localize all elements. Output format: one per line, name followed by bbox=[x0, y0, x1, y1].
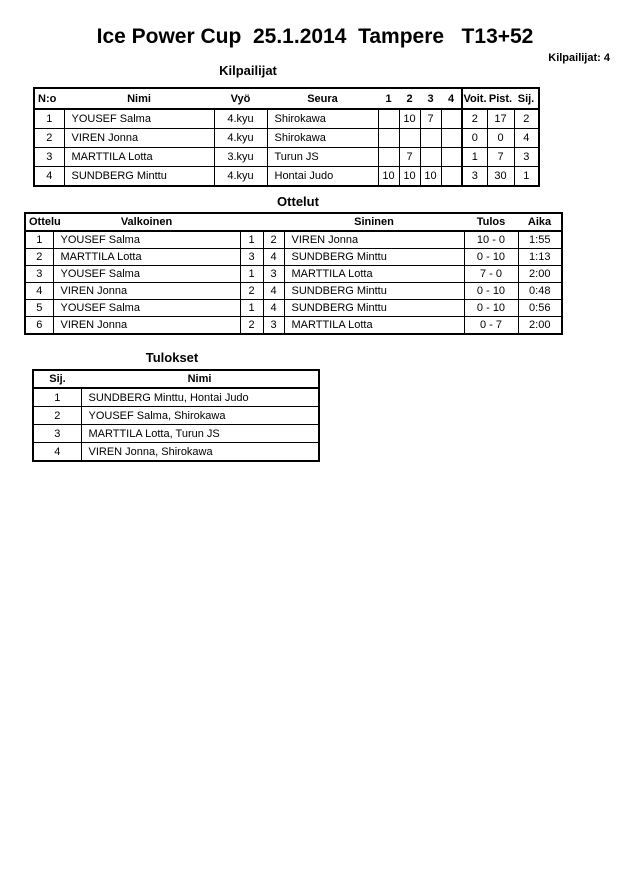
cell-white-name: VIREN Jonna bbox=[53, 283, 240, 300]
cell-blue-name: VIREN Jonna bbox=[284, 231, 464, 249]
cell-club: Shirokawa bbox=[267, 109, 378, 129]
cell-belt: 4.kyu bbox=[214, 109, 267, 129]
match-row bbox=[25, 266, 562, 283]
cell-rank: 2 bbox=[33, 407, 81, 425]
cell-blue-name: SUNDBERG Minttu bbox=[284, 300, 464, 317]
matches-heading: Ottelut bbox=[277, 194, 319, 209]
cell-wins: 2 bbox=[462, 109, 487, 129]
cell-white-name: YOUSEF Salma bbox=[53, 231, 240, 249]
cell-white-name: MARTTILA Lotta bbox=[53, 249, 240, 266]
cell-name: YOUSEF Salma, Shirokawa bbox=[81, 407, 319, 425]
competitor-row bbox=[34, 109, 539, 129]
cell-points: 7 bbox=[487, 148, 514, 167]
cell-result: 0 - 7 bbox=[464, 317, 518, 335]
cell-rank: 2 bbox=[514, 109, 539, 129]
col-header-white-no bbox=[240, 213, 263, 231]
col-header-name: Nimi bbox=[81, 370, 319, 388]
competitor-row bbox=[34, 148, 539, 167]
match-row bbox=[25, 317, 562, 335]
cell-time: 2:00 bbox=[518, 266, 562, 283]
matches-header-row bbox=[25, 213, 562, 231]
cell-r4 bbox=[441, 109, 462, 129]
results-heading: Tulokset bbox=[145, 350, 199, 365]
cell-name: MARTTILA Lotta bbox=[64, 148, 214, 167]
result-row bbox=[33, 443, 319, 462]
cell-r4 bbox=[441, 167, 462, 187]
col-header-r2: 2 bbox=[399, 88, 420, 109]
cell-result: 0 - 10 bbox=[464, 283, 518, 300]
result-row bbox=[33, 425, 319, 443]
cell-time: 2:00 bbox=[518, 317, 562, 335]
col-header-r1: 1 bbox=[378, 88, 399, 109]
cell-match-no: 4 bbox=[25, 283, 53, 300]
col-header-time: Aika bbox=[518, 213, 562, 231]
cell-belt: 3.kyu bbox=[214, 148, 267, 167]
cell-r2 bbox=[399, 129, 420, 148]
cell-white-name: YOUSEF Salma bbox=[53, 266, 240, 283]
cell-blue-name: SUNDBERG Minttu bbox=[284, 283, 464, 300]
col-header-belt: Vyö bbox=[214, 88, 267, 109]
cell-no: 3 bbox=[34, 148, 64, 167]
cell-match-no: 5 bbox=[25, 300, 53, 317]
result-row bbox=[33, 388, 319, 407]
cell-no: 1 bbox=[34, 109, 64, 129]
cell-rank: 3 bbox=[33, 425, 81, 443]
col-header-club: Seura bbox=[267, 88, 378, 109]
cell-wins: 1 bbox=[462, 148, 487, 167]
cell-r3: 10 bbox=[420, 167, 441, 187]
col-header-no: N:o bbox=[34, 88, 64, 109]
cell-r2: 10 bbox=[399, 109, 420, 129]
cell-result: 0 - 10 bbox=[464, 300, 518, 317]
cell-no: 2 bbox=[34, 129, 64, 148]
cell-r1 bbox=[378, 109, 399, 129]
match-row bbox=[25, 283, 562, 300]
match-row bbox=[25, 231, 562, 249]
col-header-rank: Sij. bbox=[33, 370, 81, 388]
cell-name: SUNDBERG Minttu, Hontai Judo bbox=[81, 388, 319, 407]
cell-r1: 10 bbox=[378, 167, 399, 187]
cell-rank: 3 bbox=[514, 148, 539, 167]
cell-white-no: 3 bbox=[240, 249, 263, 266]
match-row bbox=[25, 300, 562, 317]
cell-blue-name: MARTTILA Lotta bbox=[284, 266, 464, 283]
cell-white-no: 2 bbox=[240, 283, 263, 300]
cell-match-no: 6 bbox=[25, 317, 53, 335]
matches-table bbox=[24, 212, 563, 335]
cell-white-no: 2 bbox=[240, 317, 263, 335]
col-header-blue-no bbox=[263, 213, 284, 231]
cell-rank: 1 bbox=[514, 167, 539, 187]
cell-time: 1:55 bbox=[518, 231, 562, 249]
cell-result: 0 - 10 bbox=[464, 249, 518, 266]
cell-white-name: VIREN Jonna bbox=[53, 317, 240, 335]
cell-club: Turun JS bbox=[267, 148, 378, 167]
competitors-heading: Kilpailijat bbox=[219, 63, 277, 78]
competitors-header-row bbox=[34, 88, 539, 109]
cell-blue-no: 3 bbox=[263, 317, 284, 335]
competitor-count: Kilpailijat: 4 bbox=[548, 52, 610, 64]
cell-r3: 7 bbox=[420, 109, 441, 129]
page-title: Ice Power Cup 25.1.2014 Tampere T13+52 bbox=[96, 25, 534, 48]
cell-rank: 4 bbox=[33, 443, 81, 462]
cell-r1 bbox=[378, 148, 399, 167]
col-header-rank: Sij. bbox=[514, 88, 539, 109]
cell-r4 bbox=[441, 148, 462, 167]
col-header-match: Ottelu bbox=[25, 213, 53, 231]
competitor-row bbox=[34, 167, 539, 187]
cell-name: MARTTILA Lotta, Turun JS bbox=[81, 425, 319, 443]
match-row bbox=[25, 249, 562, 266]
cell-time: 0:56 bbox=[518, 300, 562, 317]
cell-club: Shirokawa bbox=[267, 129, 378, 148]
cell-belt: 4.kyu bbox=[214, 167, 267, 187]
col-header-points: Pist. bbox=[487, 88, 514, 109]
cell-points: 0 bbox=[487, 129, 514, 148]
cell-rank: 1 bbox=[33, 388, 81, 407]
cell-white-name: YOUSEF Salma bbox=[53, 300, 240, 317]
cell-wins: 3 bbox=[462, 167, 487, 187]
cell-result: 10 - 0 bbox=[464, 231, 518, 249]
competitors-table bbox=[33, 87, 540, 187]
cell-blue-no: 4 bbox=[263, 300, 284, 317]
col-header-r3: 3 bbox=[420, 88, 441, 109]
col-header-name: Nimi bbox=[64, 88, 214, 109]
cell-r2: 7 bbox=[399, 148, 420, 167]
cell-blue-name: MARTTILA Lotta bbox=[284, 317, 464, 335]
cell-blue-no: 4 bbox=[263, 283, 284, 300]
cell-rank: 4 bbox=[514, 129, 539, 148]
competitor-row bbox=[34, 129, 539, 148]
cell-time: 0:48 bbox=[518, 283, 562, 300]
col-header-blue: Sininen bbox=[284, 213, 464, 231]
cell-name: VIREN Jonna, Shirokawa bbox=[81, 443, 319, 462]
cell-match-no: 1 bbox=[25, 231, 53, 249]
cell-club: Hontai Judo bbox=[267, 167, 378, 187]
cell-match-no: 2 bbox=[25, 249, 53, 266]
cell-white-no: 1 bbox=[240, 231, 263, 249]
results-header-row bbox=[33, 370, 319, 388]
cell-belt: 4.kyu bbox=[214, 129, 267, 148]
cell-points: 17 bbox=[487, 109, 514, 129]
cell-match-no: 3 bbox=[25, 266, 53, 283]
cell-name: VIREN Jonna bbox=[64, 129, 214, 148]
cell-r4 bbox=[441, 129, 462, 148]
cell-wins: 0 bbox=[462, 129, 487, 148]
col-header-r4: 4 bbox=[441, 88, 462, 109]
cell-blue-no: 2 bbox=[263, 231, 284, 249]
results-table bbox=[32, 369, 320, 462]
cell-white-no: 1 bbox=[240, 266, 263, 283]
cell-white-no: 1 bbox=[240, 300, 263, 317]
cell-time: 1:13 bbox=[518, 249, 562, 266]
cell-result: 7 - 0 bbox=[464, 266, 518, 283]
cell-no: 4 bbox=[34, 167, 64, 187]
cell-r2: 10 bbox=[399, 167, 420, 187]
cell-r1 bbox=[378, 129, 399, 148]
col-header-result: Tulos bbox=[464, 213, 518, 231]
cell-name: YOUSEF Salma bbox=[64, 109, 214, 129]
cell-blue-no: 3 bbox=[263, 266, 284, 283]
cell-blue-name: SUNDBERG Minttu bbox=[284, 249, 464, 266]
cell-r3 bbox=[420, 129, 441, 148]
col-header-white: Valkoinen bbox=[53, 213, 240, 231]
cell-name: SUNDBERG Minttu bbox=[64, 167, 214, 187]
col-header-wins: Voit. bbox=[462, 88, 487, 109]
cell-r3 bbox=[420, 148, 441, 167]
cell-blue-no: 4 bbox=[263, 249, 284, 266]
result-row bbox=[33, 407, 319, 425]
cell-points: 30 bbox=[487, 167, 514, 187]
